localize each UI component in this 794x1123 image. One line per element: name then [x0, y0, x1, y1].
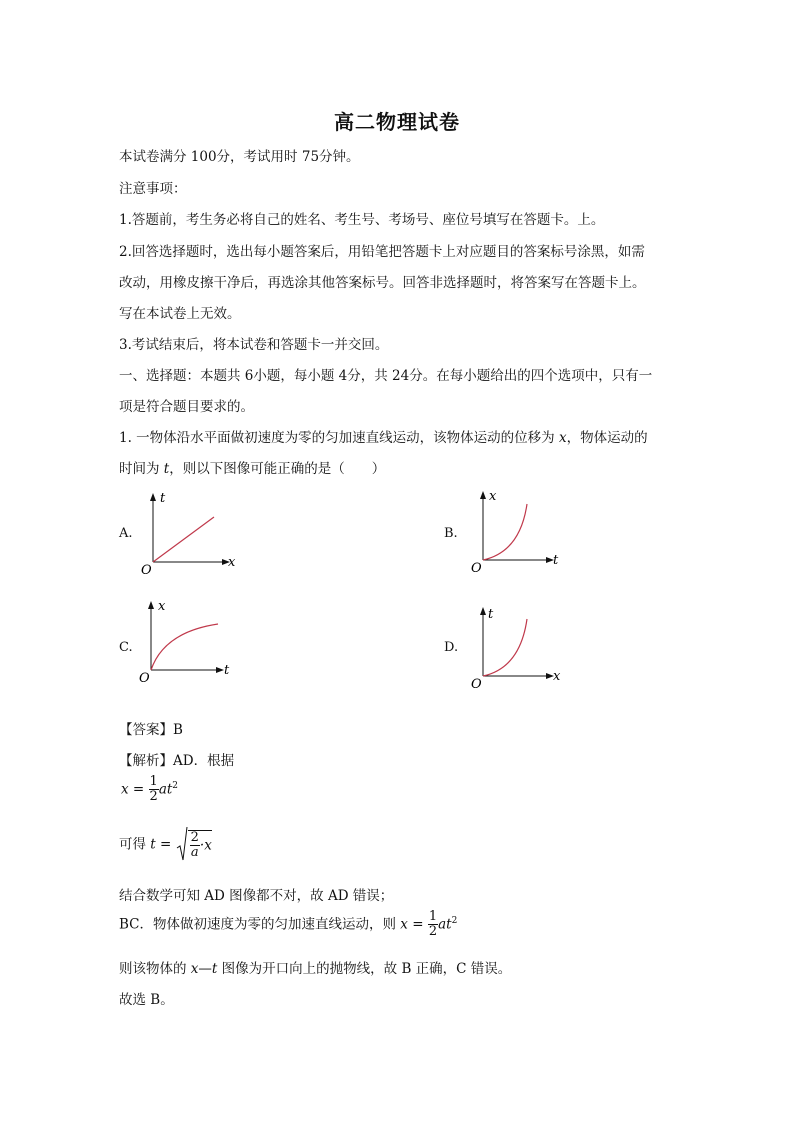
- option-d-label: D.: [444, 640, 459, 655]
- question-text: 1. 一物体沿水平面做初速度为零的匀加速直线运动，该物体运动的位移为: [119, 430, 559, 446]
- conclusion-ad: 结合数学可知 AD 图像都不对，故 AD 错误；: [119, 888, 394, 904]
- var-x: x: [190, 961, 199, 977]
- graph-curve: [483, 504, 527, 560]
- text: 图像为开口向上的抛物线，故 B 正确，C 错误。: [217, 961, 512, 977]
- y-axis-arrow: [480, 607, 486, 615]
- option-b-label: B.: [444, 526, 458, 541]
- eq-sign: =: [132, 781, 145, 798]
- denominator: 2: [428, 924, 438, 940]
- eq-term: at: [438, 916, 452, 933]
- numerator: 2: [190, 829, 199, 845]
- y-axis-label: t: [488, 607, 494, 622]
- answer-line: 【答案】B: [119, 722, 183, 738]
- equation-1: [121, 775, 178, 805]
- graph-conclusion-line: [119, 957, 511, 977]
- y-axis-arrow: [150, 493, 156, 501]
- x-axis-label: t: [224, 663, 230, 678]
- question-text: 时间为: [119, 461, 164, 477]
- question-1-line1: [119, 426, 648, 446]
- graph-option-a: [138, 490, 248, 580]
- option-a-label: A.: [119, 526, 133, 541]
- graph-line: [153, 517, 214, 562]
- denominator: a: [190, 845, 199, 860]
- bc-text: BC．物体做初速度为零的匀加速直线运动，则: [119, 916, 396, 933]
- section-heading-line1: 一、选择题：本题共 6小题，每小题 4分，共 24分。在每小题给出的四个选项中，只有一: [119, 368, 653, 384]
- y-axis-arrow: [480, 491, 486, 499]
- question-text: ，则以下图像可能正确的是（ ）: [169, 461, 386, 477]
- var-t: t: [163, 461, 170, 477]
- x-axis-label: x: [228, 555, 236, 570]
- radical-sign: [176, 826, 188, 864]
- radicand: [188, 830, 212, 861]
- notice-item-2-line1: 2.回答选择题时，选出每小题答案后，用铅笔把答题卡上对应题目的答案标号涂黑，如需: [119, 244, 645, 260]
- option-c-label: C.: [119, 640, 133, 655]
- origin-label: O: [141, 563, 152, 578]
- fraction: [428, 910, 438, 940]
- notice-item-1: 1.答题前，考生务必将自己的姓名、考生号、考场号、座位号填写在答题卡。上。: [119, 212, 605, 228]
- eq-term: ·x: [199, 837, 212, 853]
- section-heading-line2: 项是符合题目要求的。: [119, 399, 254, 415]
- numerator: 1: [428, 909, 438, 924]
- intro-text: 本试卷满分 100分，考试用时 75分钟。: [119, 149, 360, 165]
- eq-var: x: [400, 916, 408, 933]
- bc-analysis-line: [119, 910, 457, 940]
- origin-label: O: [471, 561, 482, 576]
- origin-label: O: [471, 677, 482, 692]
- x-axis-label: t: [553, 553, 559, 568]
- dash: —: [198, 961, 212, 977]
- graph-option-b: [468, 486, 578, 578]
- notice-heading: 注意事项：: [119, 181, 187, 197]
- notice-item-3: 3.考试结束后，将本试卷和答题卡一并交回。: [119, 337, 389, 353]
- numerator: 1: [149, 774, 158, 789]
- var-x: x: [558, 430, 567, 446]
- denominator: 2: [149, 789, 158, 805]
- exponent: 2: [451, 915, 458, 926]
- fraction: [190, 831, 200, 861]
- eq-var: x: [121, 781, 129, 798]
- question-1-line2: [119, 457, 385, 477]
- graph-option-c: [136, 596, 246, 688]
- y-axis-label: x: [158, 599, 166, 614]
- x-axis-arrow: [216, 667, 224, 673]
- fraction: [149, 775, 159, 805]
- y-axis-label: x: [489, 489, 497, 504]
- eq-sign: =: [160, 836, 172, 853]
- x-axis-label: x: [553, 669, 561, 684]
- graph-curve: [483, 619, 527, 676]
- exponent: 2: [172, 780, 179, 791]
- graph-option-d: [468, 600, 578, 692]
- eq-var: t: [150, 836, 156, 853]
- analysis-line: 【解析】AD．根据: [119, 753, 235, 769]
- y-axis-label: t: [160, 491, 166, 506]
- notice-item-2-line2: 改动，用橡皮擦干净后，再选涂其他答案标号。回答非选择题时，将答案写在答题卡上。: [119, 275, 646, 291]
- notice-item-2-line3: 写在本试卷上无效。: [119, 306, 241, 322]
- derive-prefix: 可得: [119, 836, 146, 853]
- text: 则该物体的: [119, 961, 191, 977]
- var-t: t: [211, 961, 218, 977]
- page-title: 高二物理试卷: [334, 110, 460, 134]
- graph-curve: [151, 624, 218, 670]
- eq-sign: =: [412, 916, 424, 933]
- y-axis-arrow: [148, 601, 154, 609]
- equation-2-line: [119, 826, 212, 864]
- final-answer-line: 故选 B。: [119, 992, 174, 1008]
- eq-term: at: [158, 781, 173, 798]
- origin-label: O: [139, 671, 150, 686]
- question-text: ，物体运动的: [566, 430, 648, 446]
- sqrt-symbol: [176, 826, 212, 864]
